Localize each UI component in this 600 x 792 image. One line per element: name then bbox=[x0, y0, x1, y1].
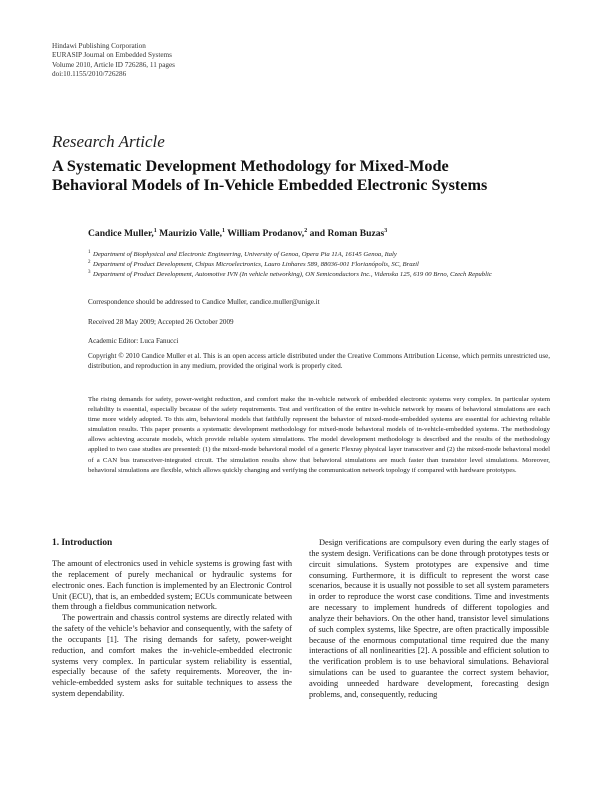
editor-line: Academic Editor: Luca Fanucci bbox=[88, 337, 179, 345]
dates-line: Received 28 May 2009; Accepted 26 October 2009 bbox=[88, 318, 234, 326]
affiliation-item bbox=[88, 250, 558, 260]
author-affil-mark: 2 bbox=[304, 228, 308, 234]
affiliation-text: Department of Product Development, Chipus Microelectronics, Lauro Linhares 589, 88036-001 Florianópolis, SC, Brazil bbox=[93, 261, 419, 269]
copyright-notice: Copyright © 2010 Candice Muller et al. This is an open access article distributed under the Creative Commons Attribution License, which permits unrestricted use, distribution, and reproduction in any medium, provided the original work is properly cited. bbox=[88, 352, 550, 370]
affiliation-mark: 3 bbox=[88, 270, 91, 276]
body-paragraph: The amount of electronics used in vehicle systems is growing fast with the replacement of purely mechanical or hydraulic systems for electronic ones. Each function is implemented by an Electronic Control Unit (ECU), that is, an embedded system; ECUs communicate between them through a fieldbus communication network. bbox=[52, 559, 292, 612]
body-paragraph: Design verifications are compulsory even during the early stages of the system design. Verifications can be done through prototypes tests or circuit simulations. System prototypes are expensive and time consuming. Furthermore, it is difficult to represent the worst case scenarios, because it is usually not possible to set all system parameters in order to reproduce the worst case conditions. Time and investments are necessary to implement hundreds of different topologies and analyze their behaviors. On the other hand, transistor level simulations of such complex systems, like Spectre, are often practically impossible because of the enormous computational time required due the many interactions of all nonlinearities [2]. A possible and efficient solution to the verification problem is to use behavioral simulations. Behavioral simulations can be used to guarantee the correct system behavior, avoiding unneeded hardware development, forecasting design problems, and, consequently, reducing bbox=[309, 538, 549, 699]
affiliation-mark: 2 bbox=[88, 260, 91, 266]
author-affil-mark: 1 bbox=[153, 228, 157, 234]
author-affil-mark: 3 bbox=[384, 228, 388, 234]
body-paragraph: The powertrain and chassis control systems are directly related with the safety of the vehicle’s behavior and consequently, with the safety of the occupants [1]. The rising demands for safety, power-weight reduction, and comfort makes the in-vehicle-embedded electronic systems very complex. In particular system reliability is essential, especially because of the safety requirements. Moreover, the in-vehicle-embedded system asks for suitable techniques to assess the system dependability. bbox=[52, 613, 292, 699]
affiliation-mark: 1 bbox=[88, 250, 91, 255]
title-line-1: A Systematic Development Methodology for Mixed-Mode bbox=[52, 157, 449, 175]
right-column bbox=[309, 538, 549, 701]
affiliation-item bbox=[88, 270, 558, 280]
author-name: William Prodanov, bbox=[227, 228, 305, 240]
affiliations bbox=[88, 250, 558, 280]
article-type: Research Article bbox=[52, 132, 165, 151]
correspondence-line: Correspondence should be addressed to Candice Muller, candice.muller@unige.it bbox=[88, 298, 320, 306]
paper-title bbox=[52, 157, 552, 195]
section-heading: 1. Introduction bbox=[52, 538, 113, 548]
journal-line: EURASIP Journal on Embedded Systems bbox=[52, 51, 172, 60]
volume-line: Volume 2010, Article ID 726286, 11 pages bbox=[52, 60, 175, 69]
author-name: Candice Muller, bbox=[88, 228, 154, 240]
author-affil-mark: 1 bbox=[222, 228, 226, 234]
author-name: and Roman Buzas bbox=[309, 228, 385, 240]
title-line-2: Behavioral Models of In-Vehicle Embedded Electronic Systems bbox=[52, 176, 488, 194]
abstract: The rising demands for safety, power-weight reduction, and comfort make the in-vehicle network of embedded electronic systems very complex. In particular system reliability is essential, especially because of the safety requirements. Test and verification of the entire in-vehicle network by means of behavioral simulations are each time more widely adopted. To this aim, behavioral models that faithfully represent the behavior of mixed-mode-embedded systems are essential for achieving reliable simulation results. This paper presents a systematic development methodology for mixed-mode behavioral models of in-vehicle-embedded systems. The methodology allows achieving accurate models, which provide reliable system simulations. The model development methodology is described and the results of the methodology applied to two case studies are presented: (1) the mixed-mode behavioral model of a generic Flexray physical layer transceiver and (2) the mixed-mode behavioral model of a CAN bus transceiver-integrated circuit. The simulation results show that behavioral simulations are much faster than transistor level simulations. Moreover, behavioral simulations are flexible, which allows quickly changing and verifying the communication network topology if compared with hardware prototypes. bbox=[88, 396, 550, 474]
affiliation-text: Department of Biophysical and Electronic Engineering, University of Genoa, Opera Pia 11A, 16145 Genoa, Italy bbox=[93, 251, 397, 258]
publisher-line: Hindawi Publishing Corporation bbox=[52, 42, 146, 50]
journal-header bbox=[52, 42, 175, 79]
doi-line: doi:10.1155/2010/726286 bbox=[52, 69, 127, 78]
affiliation-item bbox=[88, 260, 558, 270]
author-list bbox=[88, 228, 387, 239]
affiliation-text: Department of Product Development, Automotive IVN (In vehicle networking), ON Semiconductors Inc., Videnska 125, 619 00 Brno, Czech Republic bbox=[93, 271, 492, 279]
left-column bbox=[52, 537, 292, 700]
author-name: Maurizio Valle, bbox=[159, 228, 223, 240]
